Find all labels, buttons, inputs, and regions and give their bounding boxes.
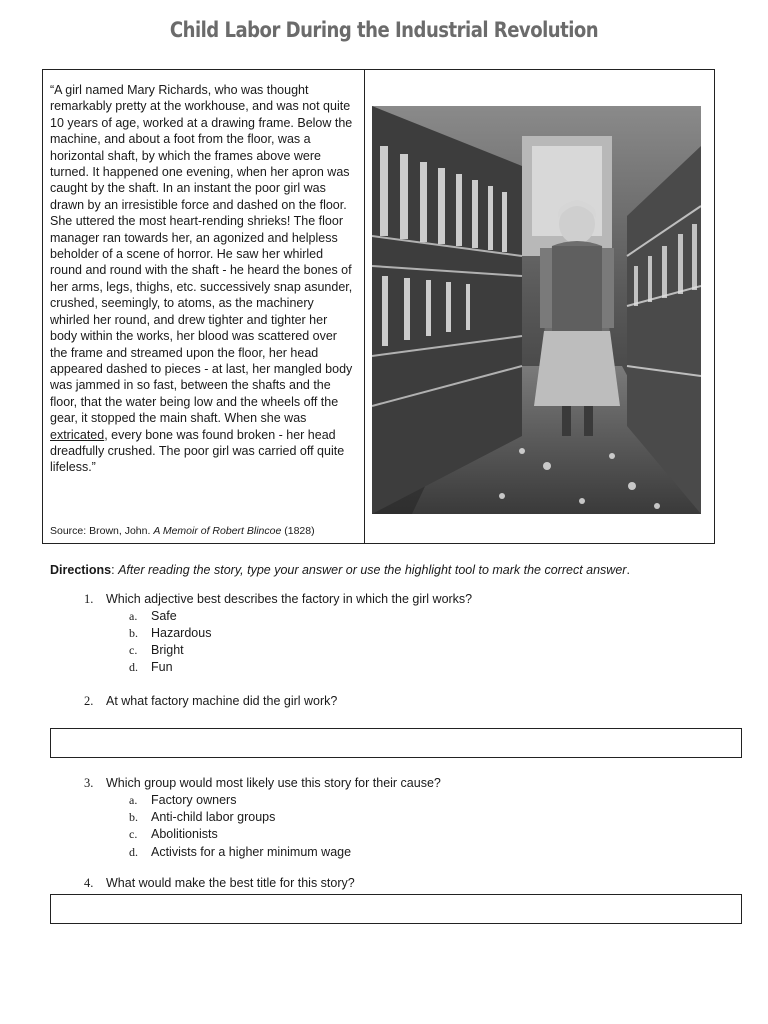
question-text: At what factory machine did the girl work? (106, 694, 338, 708)
story-text-after: , every bone was found broken - her head dreadfully crushed. The poor girl was carried off quite lifeless.” (50, 427, 345, 475)
option-letter: b. (129, 810, 138, 824)
historical-photo (372, 106, 701, 514)
question-text: Which adjective best describes the factory in which the girl works? (106, 592, 473, 606)
question-4 (84, 876, 355, 891)
question-text: What would make the best title for this story? (106, 876, 355, 890)
option-text[interactable]: Bright (151, 643, 184, 657)
page-title: Child Labor During the Industrial Revolution (169, 18, 599, 42)
story-passage (50, 82, 355, 476)
option-1d[interactable] (129, 660, 173, 675)
option-text[interactable]: Fun (151, 660, 173, 674)
option-text[interactable]: Safe (151, 609, 177, 623)
question-number: 2. (84, 694, 94, 708)
option-1c[interactable] (129, 643, 184, 658)
option-text[interactable]: Factory owners (151, 793, 237, 807)
option-3c[interactable] (129, 827, 218, 842)
question-3 (84, 776, 441, 791)
option-text[interactable]: Activists for a higher minimum wage (151, 845, 352, 859)
option-3a[interactable] (129, 793, 236, 808)
option-letter: c. (129, 643, 138, 657)
question-number: 4. (84, 876, 94, 890)
answer-box-2[interactable] (50, 728, 742, 758)
option-text[interactable]: Anti-child labor groups (151, 810, 276, 824)
option-letter: a. (129, 609, 138, 623)
source-prefix: Source: Brown, John. (50, 525, 154, 537)
question-2 (84, 694, 337, 709)
option-letter: b. (129, 626, 138, 640)
option-1a[interactable] (129, 609, 177, 624)
question-number: 1. (84, 592, 94, 606)
question-1 (84, 592, 472, 607)
option-3d[interactable] (129, 845, 351, 860)
option-3b[interactable] (129, 810, 275, 825)
question-number: 3. (84, 776, 94, 790)
option-letter: d. (129, 845, 138, 859)
question-text: Which group would most likely use this story for their cause? (106, 776, 441, 790)
source-year: (1828) (281, 525, 315, 537)
table-divider (364, 70, 365, 543)
story-table (42, 69, 715, 544)
option-1b[interactable] (129, 626, 211, 641)
source-title: A Memoir of Robert Blincoe (153, 525, 282, 537)
vocabulary-word: extricated (50, 427, 105, 442)
directions-label: Directions (50, 563, 112, 577)
option-text[interactable]: Abolitionists (151, 827, 218, 841)
option-letter: a. (129, 793, 138, 807)
option-text[interactable]: Hazardous (151, 626, 212, 640)
directions: Directions: After reading the story, type your answer or use the highlight tool to mark the correct answer. (50, 563, 630, 577)
answer-box-4[interactable] (50, 894, 742, 924)
story-text-before: “A girl named Mary Richards, who was thought remarkably pretty at the workhouse, and was not quite 10 years of age, worked at a drawing frame. Below the machine, and about a foot from the floor, was a horizontal shaft, by which the frames above were turned. It happened one evening, when her apron was caught by the shaft. In an instant the poor girl was drawn by an irresistible force and dashed on the floor. She uttered the most heart-rending shrieks! The floor manager ran towards her, an agonized and helpless beholder of a scene of horror. He saw her whirled round and round with the shaft - he heard the bones of her arms, legs, thighs, etc. successively snap asunder, crushed, seemingly, to atoms, as the machinery whirled her round, and drew tighter and tighter her body within the works, her blood was scattered over the frame and streamed upon the floor, her head appeared dashed to pieces - at last, her mangled body was jammed in so fast, between the shafts and the floor, that the water being low and the wheels off the gear, it stopped the main shaft. When she was (50, 83, 353, 426)
option-letter: c. (129, 827, 138, 841)
source-citation (50, 525, 315, 537)
option-letter: d. (129, 660, 138, 674)
directions-text: After reading the story, type your answer or use the highlight tool to mark the correct answer (118, 563, 627, 577)
